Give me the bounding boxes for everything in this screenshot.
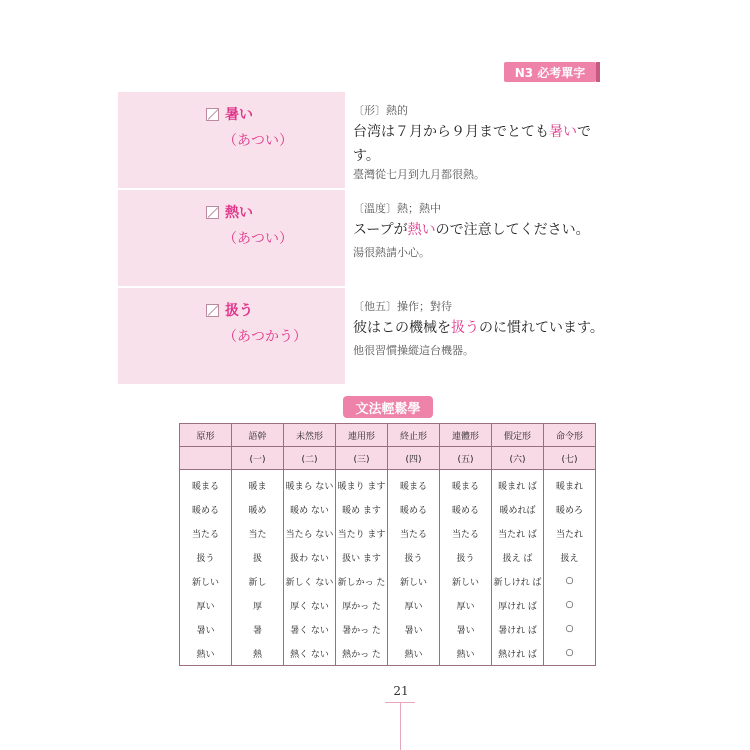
column-header: 未然形 [284, 424, 336, 447]
table-cell: 暖める [388, 497, 440, 521]
table-cell: ○ [544, 617, 596, 641]
example-sentence [353, 120, 613, 168]
column-header: 命令形 [544, 424, 596, 447]
table-cell: 暖まれ ば [492, 470, 544, 498]
table-row [180, 497, 596, 521]
checkbox-icon[interactable] [206, 108, 219, 121]
table-row [180, 593, 596, 617]
example-translation: 湯很熱請小心。 [353, 246, 430, 259]
column-number: (七) [544, 447, 596, 470]
sentence-highlight: 暑い [549, 124, 577, 140]
table-cell: 熱かっ た [336, 641, 388, 666]
table-row [180, 470, 596, 498]
vocab-part-of-speech: 〔他五〕操作；對待 [353, 300, 452, 313]
example-sentence [353, 316, 653, 340]
table-cell: 新しけれ ば [492, 569, 544, 593]
table-header-row [180, 424, 596, 447]
column-number: (一) [232, 447, 284, 470]
table-cell: 当たる [440, 521, 492, 545]
sentence-part: です。 [353, 124, 591, 164]
table-row [180, 641, 596, 666]
column-header: 連用形 [336, 424, 388, 447]
table-cell: 新しく ない [284, 569, 336, 593]
column-number: (二) [284, 447, 336, 470]
table-cell: 暑く ない [284, 617, 336, 641]
table-cell: 暖めれば [492, 497, 544, 521]
table-cell: 当たれ ば [492, 521, 544, 545]
table-cell: 当たり ます [336, 521, 388, 545]
table-cell: 当たる [388, 521, 440, 545]
checkbox-icon[interactable] [206, 304, 219, 317]
vocab-word [206, 202, 253, 222]
page-number-rule-vertical [400, 702, 401, 750]
table-row [180, 545, 596, 569]
table-cell: 扱え [544, 545, 596, 569]
table-cell: 暖める [180, 497, 232, 521]
vocab-reading: （あつい） [223, 133, 293, 149]
table-cell: ○ [544, 593, 596, 617]
checkbox-icon[interactable] [206, 206, 219, 219]
table-cell: 熱い [180, 641, 232, 666]
table-cell: 厚けれ ば [492, 593, 544, 617]
table-cell: 当たる [180, 521, 232, 545]
section-tag-edge [596, 62, 600, 82]
table-cell: ○ [544, 641, 596, 666]
table-cell: 新しい [180, 569, 232, 593]
vocab-word-text: 暑い [225, 107, 253, 123]
example-translation: 他很習慣操縱這台機器。 [353, 344, 474, 357]
vocab-reading: （あつい） [223, 231, 293, 247]
table-cell: 暖まる [440, 470, 492, 498]
conjugation-table [179, 423, 596, 666]
sentence-part: 彼はこの機械を [353, 320, 451, 336]
table-cell: 熱く ない [284, 641, 336, 666]
table-cell: 扱 [232, 545, 284, 569]
table-cell: 暖まれ [544, 470, 596, 498]
vocab-word [206, 300, 253, 320]
table-cell: 厚かっ た [336, 593, 388, 617]
table-cell: 暑 [232, 617, 284, 641]
table-row [180, 569, 596, 593]
table-cell: 暖め [232, 497, 284, 521]
table-cell: 暖める [440, 497, 492, 521]
table-cell: 扱う [180, 545, 232, 569]
table-cell: 暑い [388, 617, 440, 641]
sentence-part: のに慣れています。 [479, 320, 604, 336]
column-header: 終止形 [388, 424, 440, 447]
grammar-section-title: 文法輕鬆學 [343, 396, 433, 418]
sentence-part: 台湾は７月から９月までとても [353, 124, 549, 140]
table-cell: 扱い ます [336, 545, 388, 569]
section-tag: N3 必考單字 [504, 62, 596, 82]
table-cell: 熱い [440, 641, 492, 666]
table-cell: 厚 [232, 593, 284, 617]
column-number: (六) [492, 447, 544, 470]
vocab-word [206, 104, 253, 124]
column-number [180, 447, 232, 470]
column-number: (五) [440, 447, 492, 470]
table-cell: 暖めろ [544, 497, 596, 521]
table-cell: 暖め ます [336, 497, 388, 521]
sentence-part: スープが [353, 222, 408, 238]
table-cell: 新しい [388, 569, 440, 593]
vocab-part-of-speech: 〔溫度〕熱；熱中 [353, 202, 441, 215]
column-header: 假定形 [492, 424, 544, 447]
sentence-part: ので注意してください。 [435, 222, 590, 238]
sentence-highlight: 扱う [451, 320, 479, 336]
vocab-entry [118, 288, 638, 384]
table-row [180, 521, 596, 545]
table-cell: 厚く ない [284, 593, 336, 617]
table-cell: 扱わ ない [284, 545, 336, 569]
table-number-row [180, 447, 596, 470]
example-translation: 臺灣從七月到九月都很熱。 [353, 168, 485, 181]
column-header: 連體形 [440, 424, 492, 447]
page-number: 21 [393, 684, 409, 698]
table-cell: 熱けれ ば [492, 641, 544, 666]
table-cell: ○ [544, 569, 596, 593]
table-cell: 暑い [440, 617, 492, 641]
table-cell: 熱い [388, 641, 440, 666]
table-cell: 暑かっ た [336, 617, 388, 641]
column-header: 原形 [180, 424, 232, 447]
table-cell: 新し [232, 569, 284, 593]
vocab-part-of-speech: 〔形〕熱的 [353, 104, 408, 117]
example-sentence [353, 218, 653, 242]
table-cell: 当たれ [544, 521, 596, 545]
vocab-word-text: 扱う [225, 303, 253, 319]
table-cell: 厚い [440, 593, 492, 617]
vocab-word-text: 熱い [225, 205, 253, 221]
column-number: (四) [388, 447, 440, 470]
table-cell: 暖まる [388, 470, 440, 498]
vocab-entry [118, 190, 638, 286]
column-number: (三) [336, 447, 388, 470]
table-cell: 扱う [440, 545, 492, 569]
vocab-reading: （あつかう） [223, 329, 307, 345]
table-cell: 厚い [388, 593, 440, 617]
table-cell: 新しい [440, 569, 492, 593]
table-cell: 厚い [180, 593, 232, 617]
table-cell: 当たら ない [284, 521, 336, 545]
table-cell: 暖まる [180, 470, 232, 498]
table-cell: 新しかっ た [336, 569, 388, 593]
table-row [180, 617, 596, 641]
table-cell: 扱う [388, 545, 440, 569]
table-cell: 暖ま [232, 470, 284, 498]
column-header: 語幹 [232, 424, 284, 447]
table-cell: 暖め ない [284, 497, 336, 521]
sentence-highlight: 熱い [407, 222, 436, 238]
vocab-entry [118, 92, 638, 188]
table-cell: 暖まり ます [336, 470, 388, 498]
table-cell: 扱え ば [492, 545, 544, 569]
table-cell: 暖まら ない [284, 470, 336, 498]
table-cell: 暑けれ ば [492, 617, 544, 641]
table-cell: 暑い [180, 617, 232, 641]
table-cell: 熱 [232, 641, 284, 666]
table-cell: 当た [232, 521, 284, 545]
